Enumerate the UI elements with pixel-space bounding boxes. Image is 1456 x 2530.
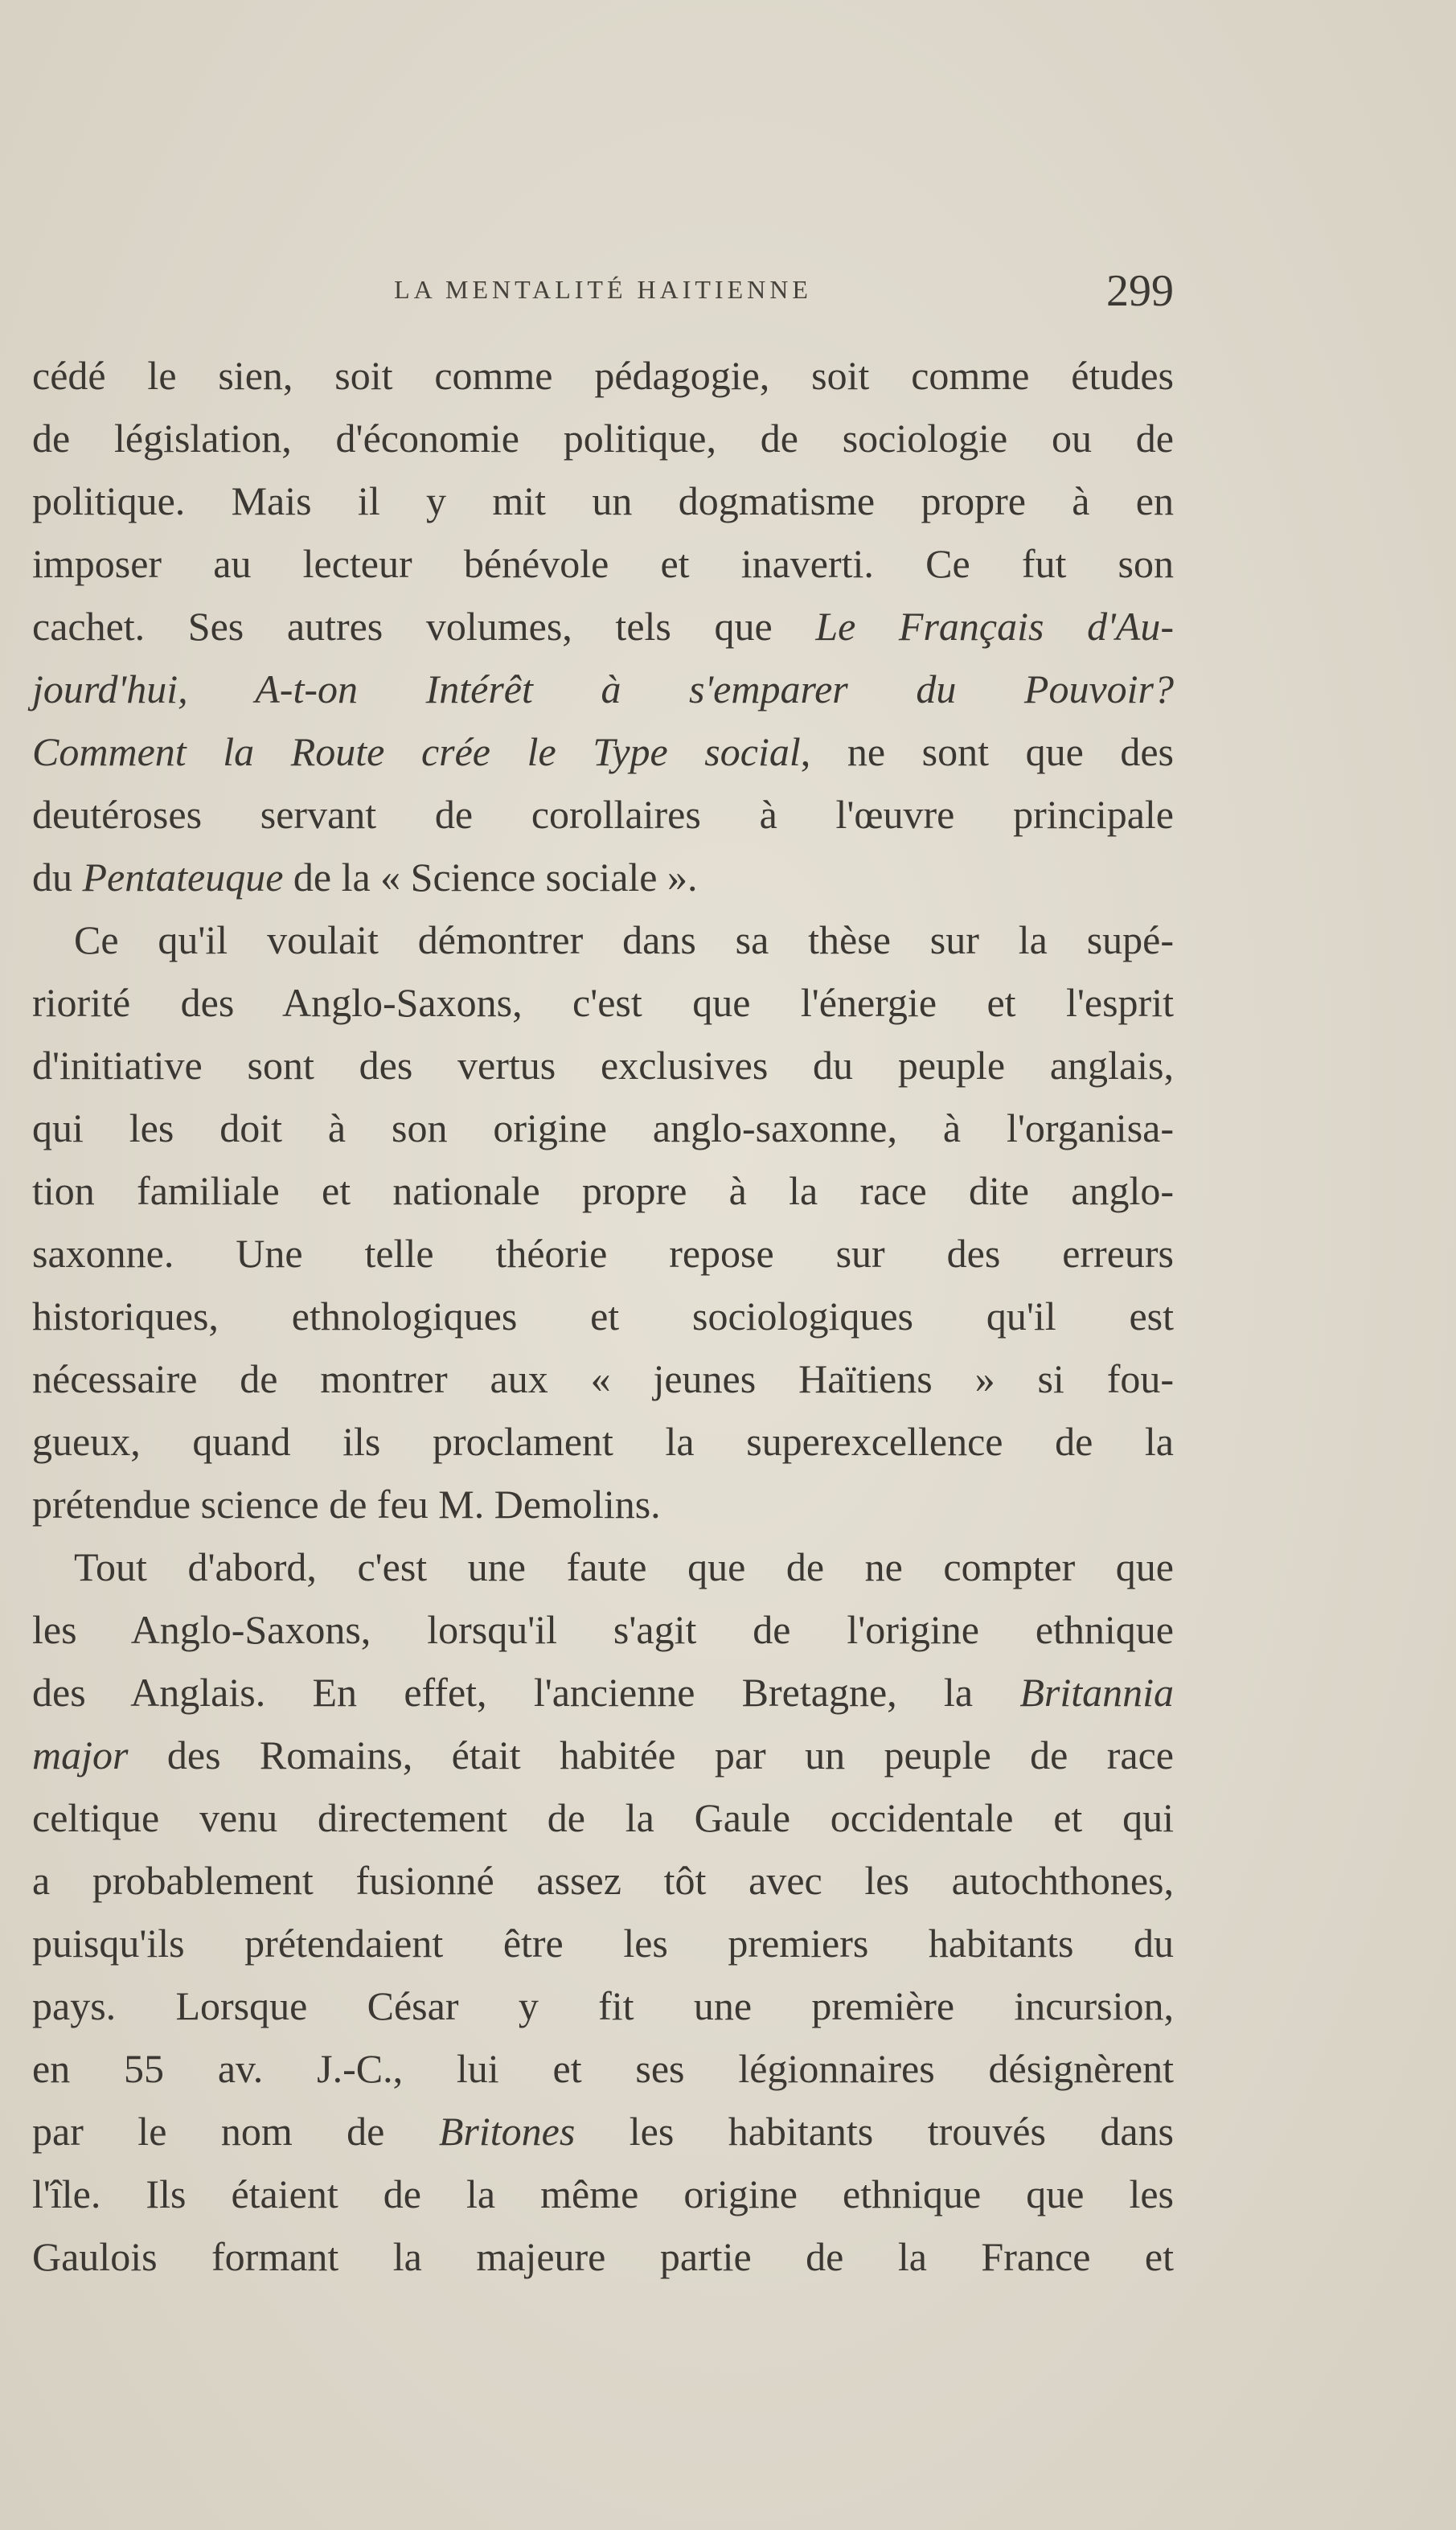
text-line: a probablement fusionné assez tôt avec les autochthones, [32, 1858, 1174, 1903]
text-line: tion familiale et nationale propre à la race dite anglo- [32, 1168, 1174, 1213]
text-line: pays. Lorsque César y fit une première incursion, [32, 1983, 1174, 2028]
text-line: gueux, quand ils proclament la superexcellence de la [32, 1419, 1174, 1464]
text-line: prétendue science de feu M. Demolins. [32, 1482, 661, 1527]
text-line: Gaulois formant la majeure partie de la France et [32, 2234, 1174, 2279]
text-line: nécessaire de montrer aux « jeunes Haïtiens » si fou- [32, 1356, 1174, 1401]
text-line: cédé le sien, soit comme pédagogie, soit comme études [32, 353, 1174, 398]
paragraph [32, 1536, 1174, 2288]
paragraph [32, 908, 1174, 1536]
text-line: cachet. Ses autres volumes, tels que Le Français d'Au- [32, 604, 1174, 649]
text-line: riorité des Anglo-Saxons, c'est que l'énergie et l'esprit [32, 980, 1174, 1025]
text-line: qui les doit à son origine anglo-saxonne, à l'organisa- [32, 1105, 1174, 1150]
body-text [32, 344, 1174, 2288]
text-line: imposer au lecteur bénévole et inaverti. Ce fut son [32, 541, 1174, 586]
text-line: deutéroses servant de corollaires à l'œuvre principale [32, 792, 1174, 837]
paragraph [32, 344, 1174, 908]
text-line: saxonne. Une telle théorie repose sur des erreurs [32, 1231, 1174, 1276]
text-line: Tout d'abord, c'est une faute que de ne compter que [74, 1544, 1174, 1589]
text-line: Comment la Route crée le Type social, ne sont que des [32, 729, 1174, 774]
running-title: LA MENTALITÉ HAITIENNE [394, 275, 812, 304]
text-line: celtique venu directement de la Gaule occidentale et qui [32, 1795, 1174, 1840]
text-line: major des Romains, était habitée par un peuple de race [32, 1732, 1174, 1778]
text-line: puisqu'ils prétendaient être les premiers habitants du [32, 1921, 1174, 1966]
text-line: Ce qu'il voulait démontrer dans sa thèse sur la supé- [74, 917, 1174, 962]
text-line: l'île. Ils étaient de la même origine ethnique que les [32, 2171, 1174, 2216]
text-line: par le nom de Britones les habitants trouvés dans [32, 2109, 1175, 2154]
text-line: politique. Mais il y mit un dogmatisme propre à en [32, 478, 1174, 523]
text-line: des Anglais. En effet, l'ancienne Bretagne, la Britannia [32, 1670, 1174, 1715]
text-line: de législation, d'économie politique, de sociologie ou de [32, 416, 1174, 461]
text-line: d'initiative sont des vertus exclusives du peuple anglais, [32, 1043, 1174, 1088]
text-line: les Anglo-Saxons, lorsqu'il s'agit de l'origine ethnique [32, 1607, 1174, 1652]
text-line: jourd'hui, A-t-on Intérêt à s'emparer du Pouvoir? [32, 666, 1174, 711]
text-line: du Pentateuque de la « Science sociale ». [32, 855, 698, 900]
page-number: 299 [1106, 266, 1174, 316]
text-line: historiques, ethnologiques et sociologiques qu'il est [32, 1294, 1174, 1339]
page-header [32, 265, 1174, 314]
text-line: en 55 av. J.-C., lui et ses légionnaires désignèrent [32, 2046, 1174, 2091]
